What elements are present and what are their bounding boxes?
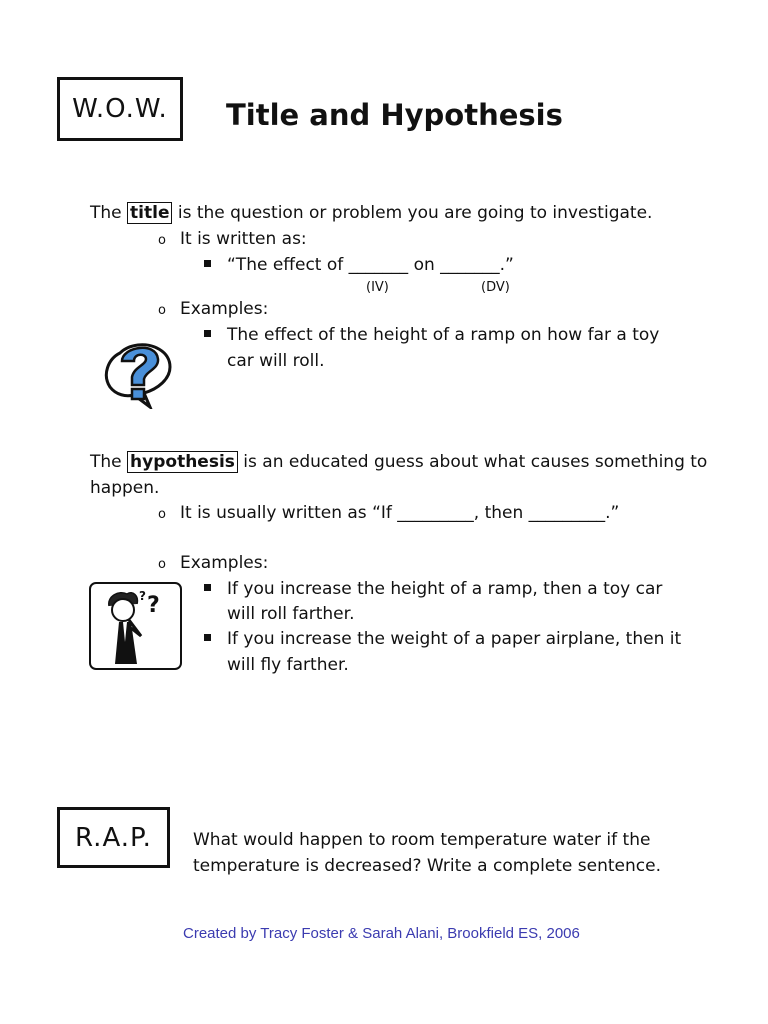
title-written-as-label: It is written as: [180, 229, 307, 249]
square-bullet-icon [204, 260, 211, 267]
wow-label: W.O.W. [72, 94, 168, 124]
dv-label: (DV) [481, 280, 510, 295]
title-example-line2: car will roll. [227, 351, 325, 371]
hypothesis-examples-label: Examples: [180, 553, 269, 573]
title-formula: “The effect of _______ on _______.” [227, 255, 514, 275]
rap-label: R.A.P. [75, 822, 152, 853]
title-example-line1: The effect of the height of a ramp on how far a toy [227, 325, 660, 345]
hypothesis-example2-line1: If you increase the weight of a paper airplane, then it [227, 629, 682, 649]
circle-bullet-icon: o [158, 507, 166, 522]
rap-line1: What would happen to room temperature water if the [193, 830, 651, 850]
hypothesis-intro-before: The [90, 452, 128, 472]
square-bullet-icon [204, 584, 211, 591]
title-formula-item [204, 255, 514, 275]
title-definition [90, 203, 652, 223]
rap-box [57, 807, 170, 868]
thinking-person-icon [89, 582, 182, 670]
question-bubble-icon [100, 335, 178, 409]
title-intro-before: The [90, 203, 128, 223]
title-intro-after: is the question or problem you are going to investigate. [172, 203, 653, 223]
circle-bullet-icon: o [158, 303, 166, 318]
hypothesis-example1-line2: will roll farther. [227, 604, 355, 624]
square-bullet-icon [204, 330, 211, 337]
hypothesis-keyword: hypothesis [127, 451, 238, 473]
title-examples-item [158, 299, 268, 319]
title-keyword: title [127, 202, 172, 224]
hypothesis-example-2 [204, 629, 681, 649]
hypothesis-written-as: It is usually written as “If _________, then _________.” [180, 503, 620, 523]
circle-bullet-icon: o [158, 557, 166, 572]
hypothesis-intro-after: is an educated guess about what causes something to [237, 452, 708, 472]
hypothesis-example1-line1: If you increase the height of a ramp, then a toy car [227, 579, 663, 599]
svg-text:?: ? [139, 589, 146, 603]
hypothesis-examples-item [158, 553, 268, 573]
rap-line2: temperature is decreased? Write a complete sentence. [193, 856, 661, 876]
wow-box [57, 77, 183, 141]
hypothesis-written-as-item [158, 503, 619, 523]
circle-bullet-icon: o [158, 233, 166, 248]
iv-label: (IV) [366, 280, 389, 295]
title-examples-label: Examples: [180, 299, 269, 319]
square-bullet-icon [204, 634, 211, 641]
title-written-as-item [158, 229, 307, 249]
hypothesis-definition [90, 452, 707, 472]
footer-credit: Created by Tracy Foster & Sarah Alani, Brookfield ES, 2006 [183, 925, 580, 942]
hypothesis-example2-line2: will fly farther. [227, 655, 349, 675]
svg-text:?: ? [147, 593, 160, 618]
hypothesis-intro-line2: happen. [90, 478, 160, 498]
page-title: Title and Hypothesis [226, 98, 563, 132]
hypothesis-example-1 [204, 579, 662, 599]
title-example-item [204, 325, 659, 345]
